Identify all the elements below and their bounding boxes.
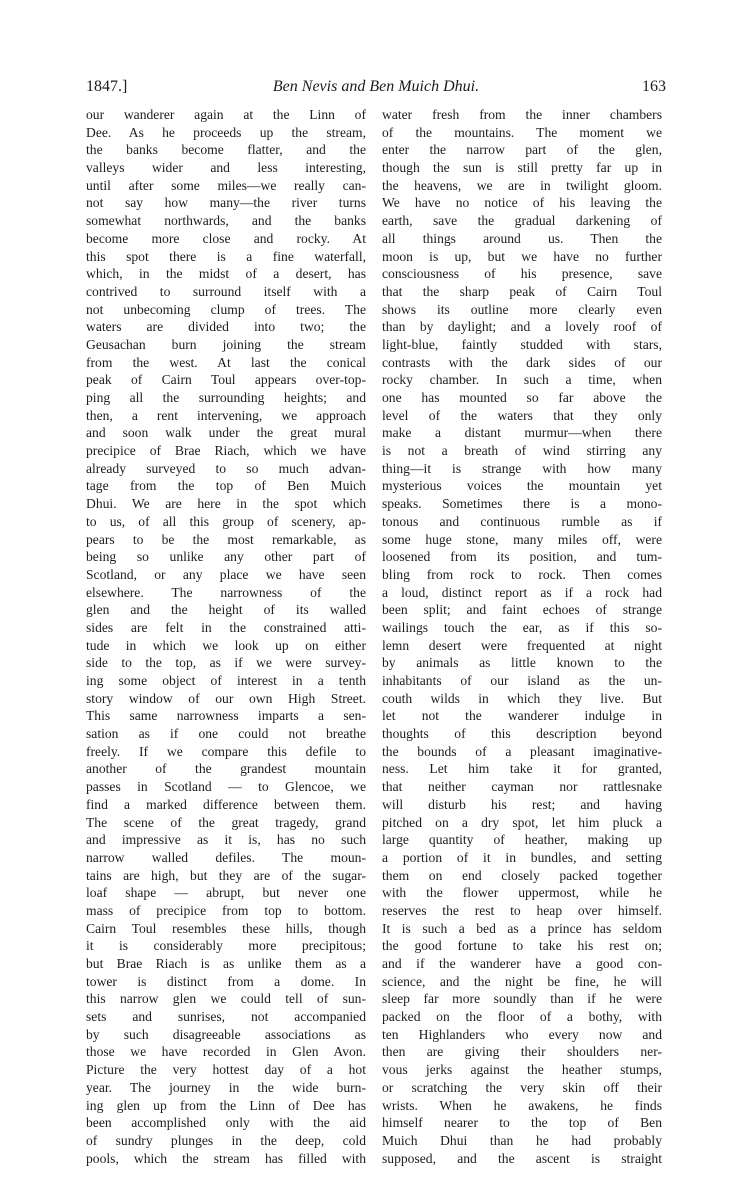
text-line: sets and sunrises, not accompanied xyxy=(86,1009,366,1025)
text-line: couth wilds in which they live. But xyxy=(382,690,662,706)
text-line: than by daylight; and a lovely roof of xyxy=(382,319,662,335)
text-line: consciousness of his presence, save xyxy=(382,266,662,282)
text-line: waters are divided into two; the xyxy=(86,319,366,335)
text-line: freely. If we compare this defile to xyxy=(86,743,366,759)
text-line: thoughts of this description beyond xyxy=(382,726,662,742)
text-line: and impressive as it is, has no such xyxy=(86,832,366,848)
text-line: been split; and faint echoes of strange xyxy=(382,602,662,618)
text-line: science, and the night be fine, he will xyxy=(382,973,662,989)
text-line: wailings touch the ear, as if this so- xyxy=(382,619,662,635)
text-line: ing glen up from the Linn of Dee has xyxy=(86,1097,366,1113)
text-line: and soon walk under the great mural xyxy=(86,425,366,441)
text-line: tower is distinct from a dome. In xyxy=(86,973,366,989)
text-line: light-blue, faintly studded with stars, xyxy=(382,336,662,352)
text-line: speaks. Sometimes there is a mono- xyxy=(382,496,662,512)
text-line: not say how many—the river turns xyxy=(86,195,366,211)
text-line: inhabitants of our island as the un- xyxy=(382,673,662,688)
text-line: find a marked difference between them. xyxy=(86,796,366,812)
text-line: by animals as little known to the xyxy=(382,655,662,671)
text-line: become more close and rocky. At xyxy=(86,230,366,246)
text-line: bling from rock to rock. Then comes xyxy=(382,566,662,582)
running-head-year: 1847.] xyxy=(86,78,128,95)
text-line: a portion of it in bundles, and setting xyxy=(382,849,662,865)
text-line: elsewhere. The narrowness of the xyxy=(86,584,366,600)
text-line: sides are felt in the constrained atti- xyxy=(86,619,366,635)
text-line: the banks become flatter, and the xyxy=(86,142,366,158)
text-line: already surveyed to so much advan- xyxy=(86,460,366,476)
text-line: mass of precipice from top to bottom. xyxy=(86,902,366,918)
text-line: packed on the floor of a bothy, with xyxy=(382,1009,662,1025)
text-line: but Brae Riach is as unlike them as a xyxy=(86,956,366,971)
left-column xyxy=(86,106,366,1167)
text-line: until after some miles—we really can- xyxy=(86,177,366,193)
text-line: to us, of all this group of scenery, ap- xyxy=(86,513,366,529)
text-line: vous jerks against the heather stumps, xyxy=(382,1062,662,1078)
text-line: not unbecoming clump of trees. The xyxy=(86,301,366,317)
text-line: wrists. When he awakens, he finds xyxy=(382,1097,662,1113)
text-line: and if the wanderer have a good con- xyxy=(382,956,662,971)
text-line: This same narrowness imparts a sen- xyxy=(86,708,366,724)
text-line: those we have recorded in Glen Avon. xyxy=(86,1044,366,1060)
text-line: glen and the height of its walled xyxy=(86,602,366,618)
text-line: of sundry plunges in the deep, cold xyxy=(86,1132,366,1148)
text-line: sation as if one could not breathe xyxy=(86,726,366,742)
text-line: a loud, distinct report as if a rock had xyxy=(382,584,662,600)
text-line: make a distant murmur—when there xyxy=(382,425,662,441)
text-line: precipice of Brae Riach, which we have xyxy=(86,443,366,459)
text-line: tonous and continuous rumble as if xyxy=(382,513,662,529)
text-line: some huge stone, many miles off, were xyxy=(382,531,662,547)
text-line: or scratching the very skin off their xyxy=(382,1079,662,1095)
text-line: It is such a bed as a prince has seldom xyxy=(382,920,662,936)
running-head xyxy=(86,78,666,100)
text-line: that the sharp peak of Cairn Toul xyxy=(382,283,662,299)
text-line: peak of Cairn Toul appears over-top- xyxy=(86,372,366,388)
text-line: this narrow glen we could tell of sun- xyxy=(86,991,366,1007)
text-line: ping all the surrounding heights; and xyxy=(86,390,366,405)
text-line: ness. Let him take it for granted, xyxy=(382,761,662,777)
text-line: it is considerably more precipitous; xyxy=(86,938,366,954)
text-line: Dhui. We are here in the spot which xyxy=(86,496,366,512)
text-line: being so unlike any other part of xyxy=(86,549,366,565)
text-line: valleys wider and less interesting, xyxy=(86,160,366,176)
page xyxy=(86,78,666,1166)
text-line: is not a breath of wind stirring any xyxy=(382,443,662,459)
right-column xyxy=(382,106,662,1167)
text-line: large quantity of heather, making up xyxy=(382,832,662,848)
text-line: will disturb his rest; and having xyxy=(382,796,662,812)
text-line: with the flower uppermost, while he xyxy=(382,885,662,901)
text-line: side to the top, as if we were survey- xyxy=(86,655,366,671)
text-line: one has mounted so far above the xyxy=(382,390,662,405)
text-line: Dee. As he proceeds up the stream, xyxy=(86,124,366,140)
text-line: loosened from its position, and tum- xyxy=(382,549,662,565)
text-line: Picture the very hottest day of a hot xyxy=(86,1062,366,1078)
text-line: rocky chamber. In such a time, when xyxy=(382,372,662,388)
text-line: lemn desert were frequented at night xyxy=(382,637,662,653)
text-line: from the west. At last the conical xyxy=(86,354,366,370)
text-line: contrived to surround itself with a xyxy=(86,283,366,299)
text-line: mysterious voices the mountain yet xyxy=(382,478,662,494)
text-line: reserves the rest to heap over himself. xyxy=(382,902,662,918)
text-line: then are giving their shoulders ner- xyxy=(382,1044,662,1060)
text-line: Scotland, or any place we have seen xyxy=(86,566,366,582)
text-line: our wanderer again at the Linn of xyxy=(86,107,366,122)
text-line: ing some object of interest in a tenth xyxy=(86,673,366,688)
text-line: passes in Scotland — to Glencoe, we xyxy=(86,779,366,795)
text-line: pools, which the stream has filled with xyxy=(86,1150,366,1166)
text-line: shows its outline more clearly even xyxy=(382,301,662,317)
text-line: year. The journey in the wide burn- xyxy=(86,1079,366,1095)
text-line: let not the wanderer indulge in xyxy=(382,708,662,724)
text-line: contrasts with the dark sides of our xyxy=(382,354,662,370)
text-line: tage from the top of Ben Muich xyxy=(86,478,366,494)
running-head-title: Ben Nevis and Ben Muich Dhui. xyxy=(272,78,480,95)
text-line: the good fortune to take his rest on; xyxy=(382,938,662,954)
text-line: earth, save the gradual darkening of xyxy=(382,213,662,229)
text-line: which, in the midst of a desert, has xyxy=(86,266,366,282)
text-line: ten Highlanders who every now and xyxy=(382,1026,662,1042)
text-line: been accomplished only with the aid xyxy=(86,1115,366,1131)
text-line: somewhat northwards, and the banks xyxy=(86,213,366,229)
text-line: another of the grandest mountain xyxy=(86,761,366,777)
text-line: sleep far more soundly than if he were xyxy=(382,991,662,1007)
text-line: enter the narrow part of the glen, xyxy=(382,142,662,158)
text-line: tude in which we look up on either xyxy=(86,637,366,653)
text-line: tains are high, but they are of the sugar- xyxy=(86,867,366,883)
text-line: story window of our own High Street. xyxy=(86,690,366,706)
page-number: 163 xyxy=(642,78,666,95)
text-line: of the mountains. The moment we xyxy=(382,124,662,140)
text-line: that neither cayman nor rattlesnake xyxy=(382,779,662,795)
text-line: all things around us. Then the xyxy=(382,230,662,246)
text-line: supposed, and the ascent is straight xyxy=(382,1150,662,1166)
text-line: level of the waters that they only xyxy=(382,407,662,423)
text-line: them on end closely packed together xyxy=(382,867,662,883)
text-line: pears to be the most remarkable, as xyxy=(86,531,366,547)
text-line: then, a rent intervening, we approach xyxy=(86,407,366,423)
text-line: We have no notice of his leaving the xyxy=(382,195,662,211)
text-line: this spot there is a fine waterfall, xyxy=(86,248,366,264)
text-line: moon is up, but we have no further xyxy=(382,248,662,264)
text-line: by such disagreeable associations as xyxy=(86,1026,366,1042)
text-line: water fresh from the inner chambers xyxy=(382,107,662,122)
text-line: the heavens, we are in twilight gloom. xyxy=(382,177,662,193)
text-line: himself nearer to the top of Ben xyxy=(382,1115,662,1131)
text-line: Cairn Toul resembles these hills, though xyxy=(86,920,366,936)
text-line: narrow walled defiles. The moun- xyxy=(86,849,366,865)
text-line: the bounds of a pleasant imaginative- xyxy=(382,743,662,759)
text-line: Muich Dhui than he had probably xyxy=(382,1132,662,1148)
text-line: Geusachan burn joining the stream xyxy=(86,336,366,352)
text-line: The scene of the great tragedy, grand xyxy=(86,814,366,830)
text-line: loaf shape — abrupt, but never one xyxy=(86,885,366,901)
text-line: thing—it is strange with how many xyxy=(382,460,662,476)
text-line: though the sun is still pretty far up in xyxy=(382,160,662,176)
text-line: pitched on a dry spot, let him pluck a xyxy=(382,814,662,830)
